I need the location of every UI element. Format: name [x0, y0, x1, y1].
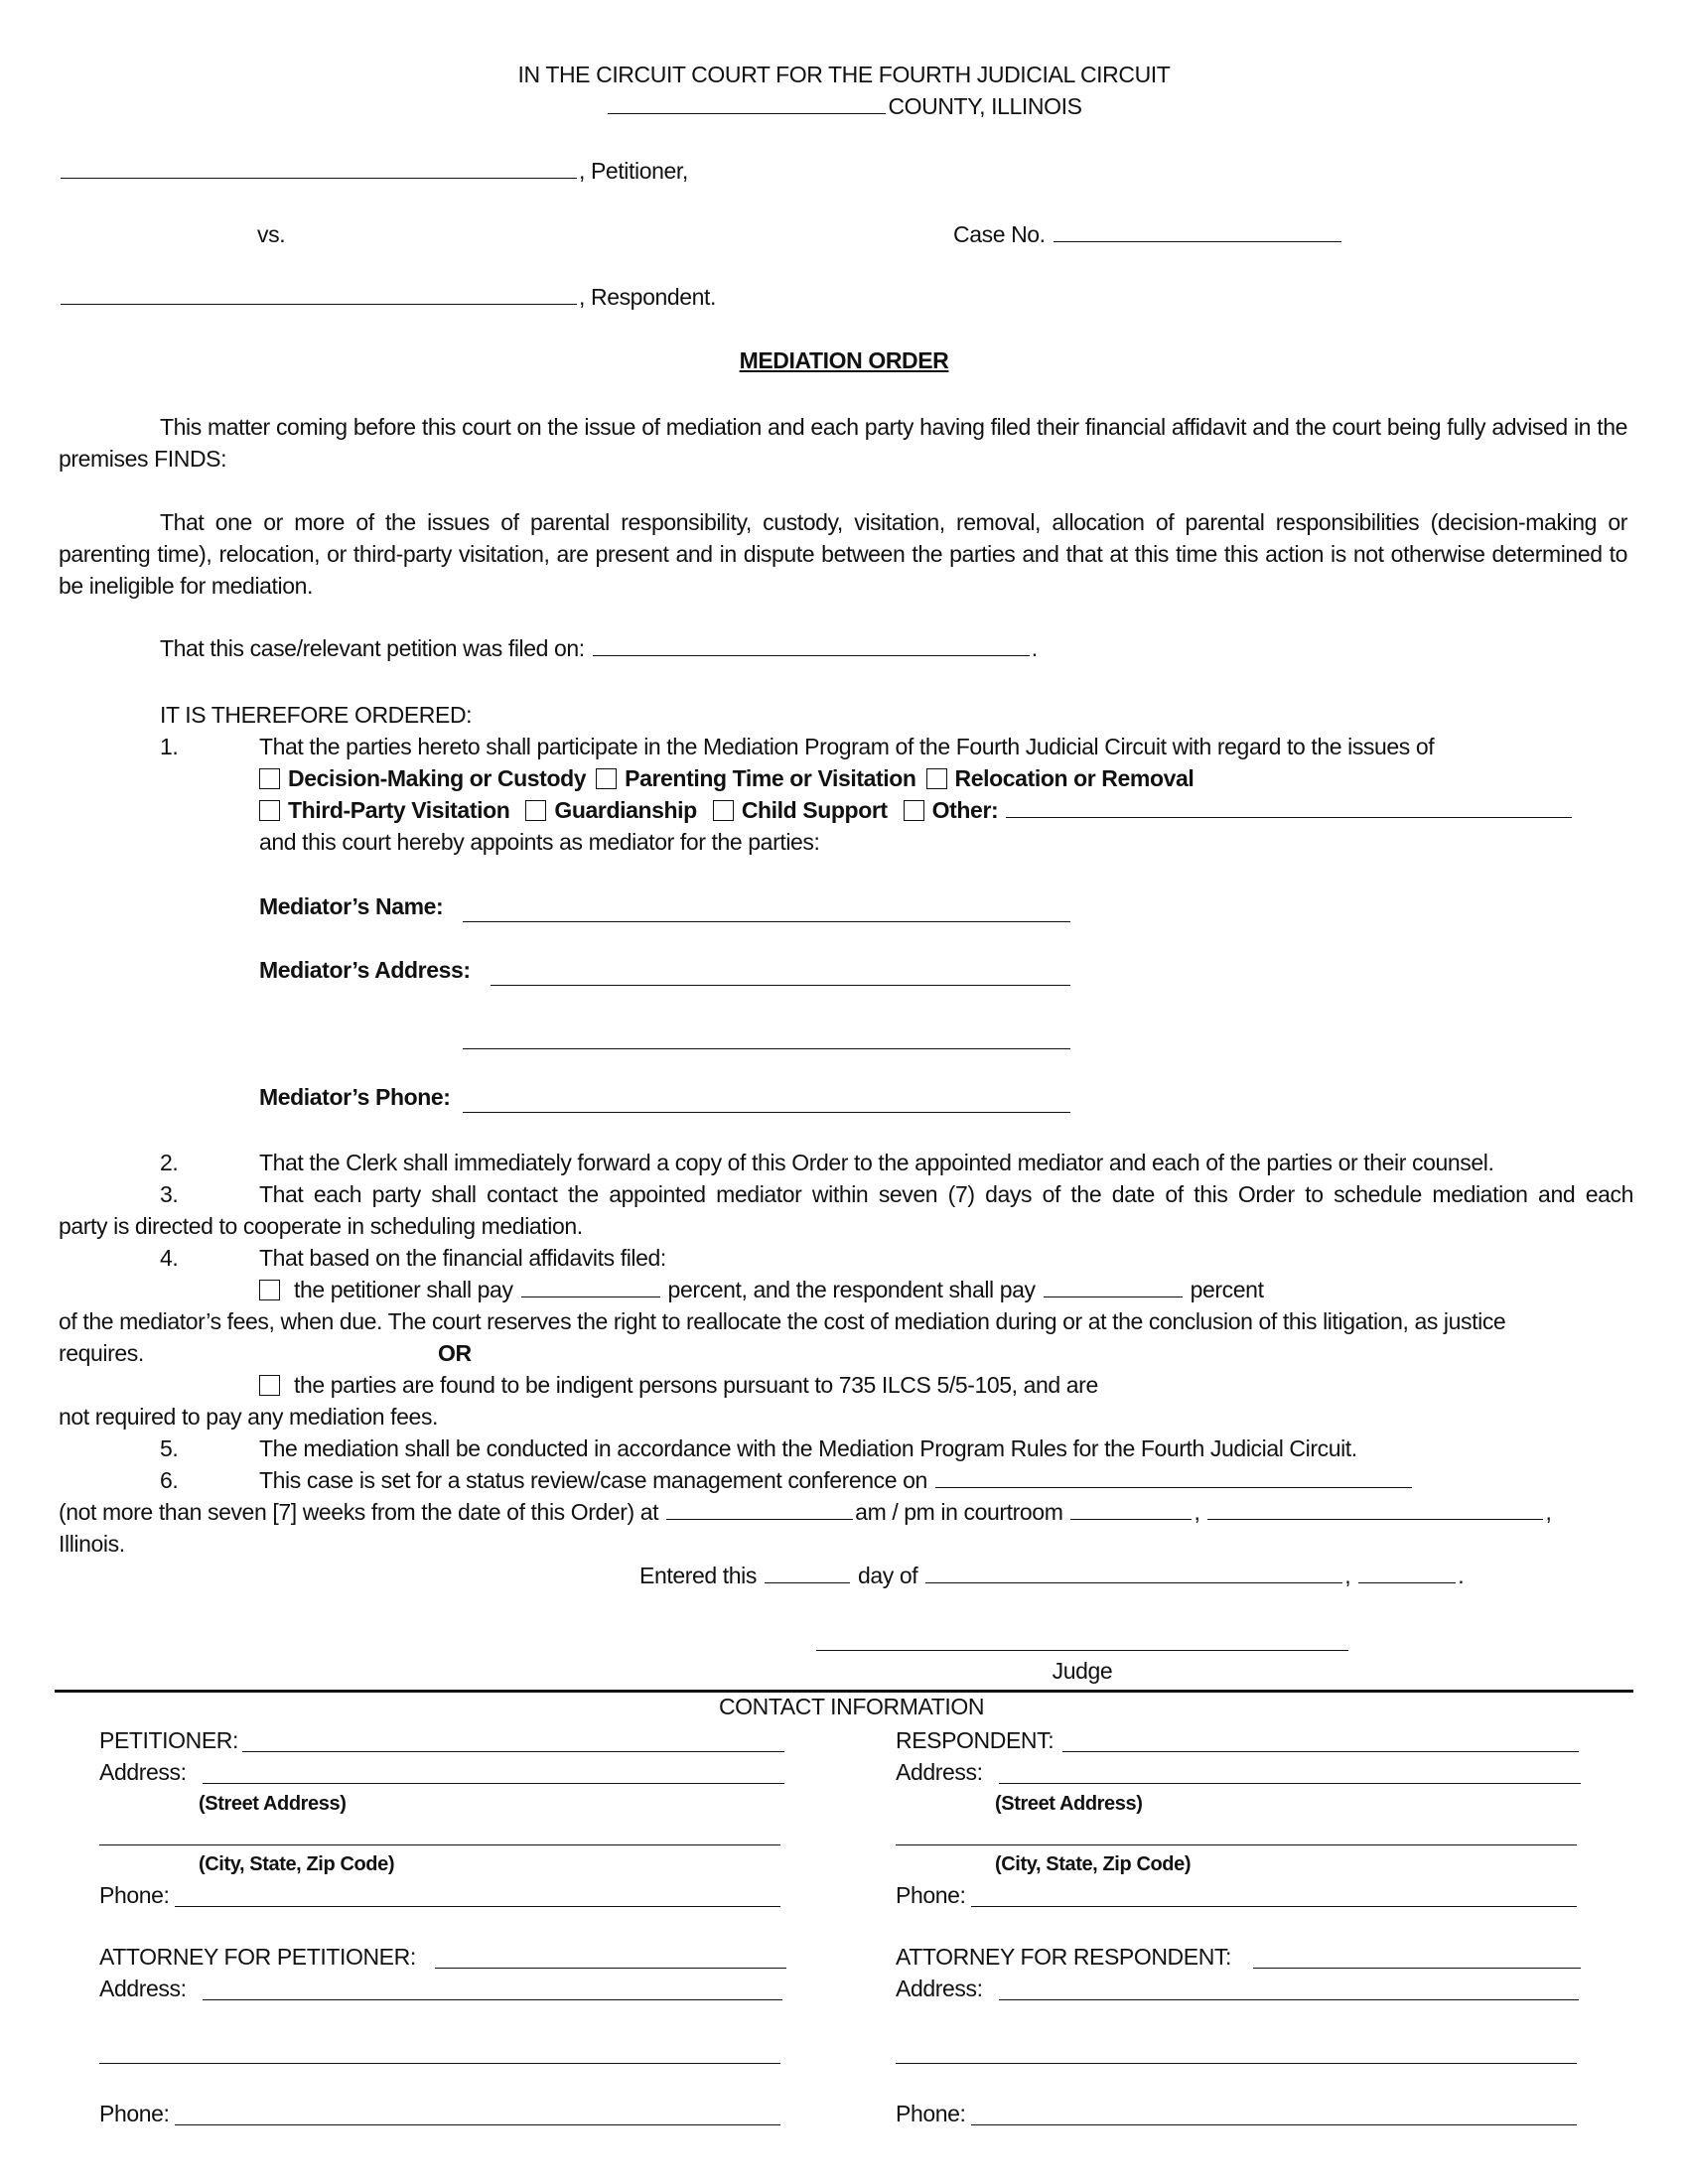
item3-number: 3. [160, 1181, 179, 1207]
item1-number: 1. [160, 734, 179, 759]
checkbox-decision-making[interactable] [259, 768, 280, 789]
respondent-label: , Respondent. [579, 284, 717, 310]
petitioner-name-field[interactable] [242, 1751, 784, 1752]
title-text: MEDIATION ORDER [739, 347, 949, 373]
atty-respondent-name-field[interactable] [1253, 1968, 1581, 1969]
fee-split-continued: of the mediator’s fees, when due. The court reserves the right to reallocate the cost of mediation during or at the conclusion of this litigation, as justice [59, 1308, 1506, 1334]
item3-text-b: party is directed to cooperate in scheduling mediation. [59, 1213, 583, 1239]
mediator-phone-label: Mediator’s Phone: [259, 1084, 451, 1110]
item5-text: The mediation shall be conducted in accordance with the Mediation Program Rules for the Fourth Judicial Circuit. [259, 1435, 1357, 1461]
respondent-city-field[interactable] [896, 1844, 1577, 1845]
item3-text-a: That each party shall contact the appointed mediator within seven (7) days of the date of this Order to schedule mediation and each [259, 1181, 1633, 1207]
entered-year-blank[interactable] [1358, 1562, 1456, 1583]
county-line: COUNTY, ILLINOIS [888, 93, 1082, 119]
courtroom-blank[interactable] [1070, 1498, 1192, 1520]
respondent-name-field[interactable] [1062, 1751, 1579, 1752]
atty-respondent-phone-label: Phone: [896, 2101, 966, 2126]
issues-row-2 [259, 795, 1574, 825]
fee-split-end: requires. [59, 1340, 144, 1366]
respondent-percent-blank[interactable] [1044, 1276, 1183, 1297]
conference-date-blank[interactable] [935, 1466, 1412, 1488]
issues-row-1 [259, 763, 1194, 793]
respondent-address-label: Address: [896, 1759, 983, 1785]
comma-1: , [1194, 1499, 1200, 1525]
respondent-street-label: (Street Address) [995, 1793, 1143, 1815]
atty-petitioner-label: ATTORNEY FOR PETITIONER: [99, 1944, 416, 1970]
intro-paragraph: This matter coming before this court on the issue of mediation and each party having filed their financial affidavit and the court being fully advised in the premises FINDS: [59, 414, 1627, 472]
option-third-party: Third-Party Visitation [288, 797, 510, 823]
entered-label: Entered this [639, 1563, 757, 1588]
checkbox-relocation[interactable] [926, 768, 947, 789]
item6-text: This case is set for a status review/case management conference on [259, 1467, 927, 1493]
filed-on-line: That this case/relevant petition was filed on: . [160, 635, 1038, 661]
item6-line1 [259, 1465, 1414, 1495]
checkbox-third-party[interactable] [259, 800, 280, 821]
fee-split-text-b: percent, and the respondent shall pay [667, 1277, 1036, 1302]
respondent-city-label: (City, State, Zip Code) [995, 1853, 1192, 1875]
respondent-label-contact: RESPONDENT: [896, 1727, 1055, 1753]
court-line: IN THE CIRCUIT COURT FOR THE FOURTH JUDICIAL CIRCUIT [517, 62, 1171, 87]
atty-respondent-address-label: Address: [896, 1976, 983, 2001]
finding-paragraph: That one or more of the issues of parental responsibility, custody, visitation, removal, allocation of parental responsibilities (decision-making or parenting time), relocation, or third-party visitation, are present and in dispute between the parties and that at this time this action is not otherwise determined to be ineligible for mediation. [59, 509, 1627, 599]
location-blank[interactable] [1207, 1498, 1543, 1520]
mediator-address-blank-2[interactable] [463, 1048, 1070, 1049]
judge-signature-line[interactable] [816, 1650, 1348, 1651]
mediator-name-label: Mediator’s Name: [259, 893, 444, 919]
mediator-address-blank-1[interactable] [491, 985, 1070, 986]
item2-number: 2. [160, 1150, 179, 1175]
item4-number: 4. [160, 1245, 179, 1271]
checkbox-child-support[interactable] [713, 800, 734, 821]
atty-respondent-label: ATTORNEY FOR RESPONDENT: [896, 1944, 1232, 1970]
atty-respondent-address-field[interactable] [999, 1999, 1579, 2000]
document-title [0, 345, 1688, 375]
atty-petitioner-phone-field[interactable] [175, 2124, 780, 2125]
item6-number: 6. [160, 1467, 179, 1493]
mediator-phone-blank[interactable] [463, 1112, 1070, 1113]
day-of-label: day of [857, 1563, 918, 1588]
option-relocation: Relocation or Removal [954, 765, 1195, 791]
checkbox-parenting-time[interactable] [596, 768, 617, 789]
mediator-address-label: Mediator’s Address: [259, 957, 471, 983]
judge-label: Judge [1052, 1658, 1113, 1684]
atty-petitioner-name-field[interactable] [435, 1968, 786, 1969]
respondent-caption [59, 282, 716, 312]
petitioner-phone-label: Phone: [99, 1882, 170, 1908]
item6-text-at: (not more than seven [7] weeks from the date of this Order) at [59, 1499, 659, 1525]
atty-respondent-phone-field[interactable] [971, 2124, 1577, 2125]
item6-line2 [59, 1497, 1551, 1527]
entered-line [639, 1561, 1464, 1590]
respondent-name-blank[interactable] [61, 283, 577, 305]
mediator-name-blank[interactable] [463, 921, 1070, 922]
checkbox-other[interactable] [904, 800, 924, 821]
indigent-option [259, 1370, 1098, 1400]
option-parenting-time: Parenting Time or Visitation [625, 765, 916, 791]
option-child-support: Child Support [741, 797, 888, 823]
item1-text: That the parties hereto shall participate in the Mediation Program of the Fourth Judicial Circuit with regard to the issues of [259, 734, 1435, 759]
entered-day-blank[interactable] [765, 1562, 850, 1583]
county-blank[interactable] [608, 92, 886, 114]
case-no-label: Case No. [953, 221, 1046, 247]
item2-text: That the Clerk shall immediately forward a copy of this Order to the appointed mediator and each of the parties or their counsel. [259, 1150, 1494, 1175]
atty-petitioner-address-field-2[interactable] [99, 2063, 780, 2064]
fee-split-text-a: the petitioner shall pay [294, 1277, 513, 1302]
petitioner-percent-blank[interactable] [521, 1276, 660, 1297]
atty-respondent-address-field-2[interactable] [896, 2063, 1577, 2064]
other-blank[interactable] [1006, 796, 1572, 818]
petitioner-city-label: (City, State, Zip Code) [199, 1853, 395, 1875]
contact-heading: CONTACT INFORMATION [718, 1694, 985, 1719]
entered-month-blank[interactable] [925, 1562, 1342, 1583]
or-label: OR [438, 1340, 472, 1366]
option-decision-making: Decision-Making or Custody [288, 765, 587, 791]
vs-label: vs. [257, 221, 286, 247]
item6-text-courtroom: am / pm in courtroom [855, 1499, 1063, 1525]
checkbox-fee-split[interactable] [259, 1280, 280, 1300]
item6-line3: Illinois. [59, 1531, 125, 1557]
county-heading [0, 91, 1688, 121]
petitioner-city-field[interactable] [99, 1844, 780, 1845]
item4-text: That based on the financial affidavits filed: [259, 1245, 666, 1271]
atty-petitioner-address-field[interactable] [203, 1999, 782, 2000]
petitioner-address-field[interactable] [203, 1783, 784, 1784]
indigent-text: the parties are found to be indigent persons pursuant to 735 ILCS 5/5-105, and are [294, 1372, 1098, 1398]
atty-petitioner-address-label: Address: [99, 1976, 187, 2001]
case-number [953, 219, 1343, 249]
fee-split-option [259, 1275, 1264, 1304]
court-heading [0, 60, 1688, 89]
comma-3: , [1344, 1563, 1351, 1588]
ordered-heading: IT IS THEREFORE ORDERED: [160, 702, 473, 728]
petitioner-label-contact: PETITIONER: [99, 1727, 239, 1753]
petitioner-phone-field[interactable] [175, 1906, 780, 1907]
option-guardianship: Guardianship [554, 797, 697, 823]
appoint-text: and this court hereby appoints as mediator for the parties: [259, 829, 820, 855]
comma-2: , [1545, 1499, 1552, 1525]
respondent-phone-label: Phone: [896, 1882, 966, 1908]
case-no-blank[interactable] [1054, 220, 1341, 242]
petitioner-caption [59, 156, 688, 186]
indigent-continued: not required to pay any mediation fees. [59, 1404, 439, 1430]
checkbox-guardianship[interactable] [525, 800, 546, 821]
petitioner-label: , Petitioner, [579, 158, 688, 184]
petitioner-street-label: (Street Address) [199, 1793, 347, 1815]
petitioner-address-label: Address: [99, 1759, 187, 1785]
checkbox-indigent[interactable] [259, 1375, 280, 1396]
option-other: Other: [931, 797, 999, 823]
respondent-address-field[interactable] [999, 1783, 1581, 1784]
respondent-phone-field[interactable] [971, 1906, 1577, 1907]
period: . [1458, 1563, 1465, 1588]
petitioner-name-blank[interactable] [61, 157, 577, 179]
filed-on-blank[interactable] [593, 634, 1030, 656]
atty-petitioner-phone-label: Phone: [99, 2101, 170, 2126]
filed-on-label: That this case/relevant petition was filed on: [160, 635, 585, 661]
conference-time-blank[interactable] [666, 1498, 853, 1520]
fee-split-text-c: percent [1190, 1277, 1264, 1302]
item5-number: 5. [160, 1435, 179, 1461]
